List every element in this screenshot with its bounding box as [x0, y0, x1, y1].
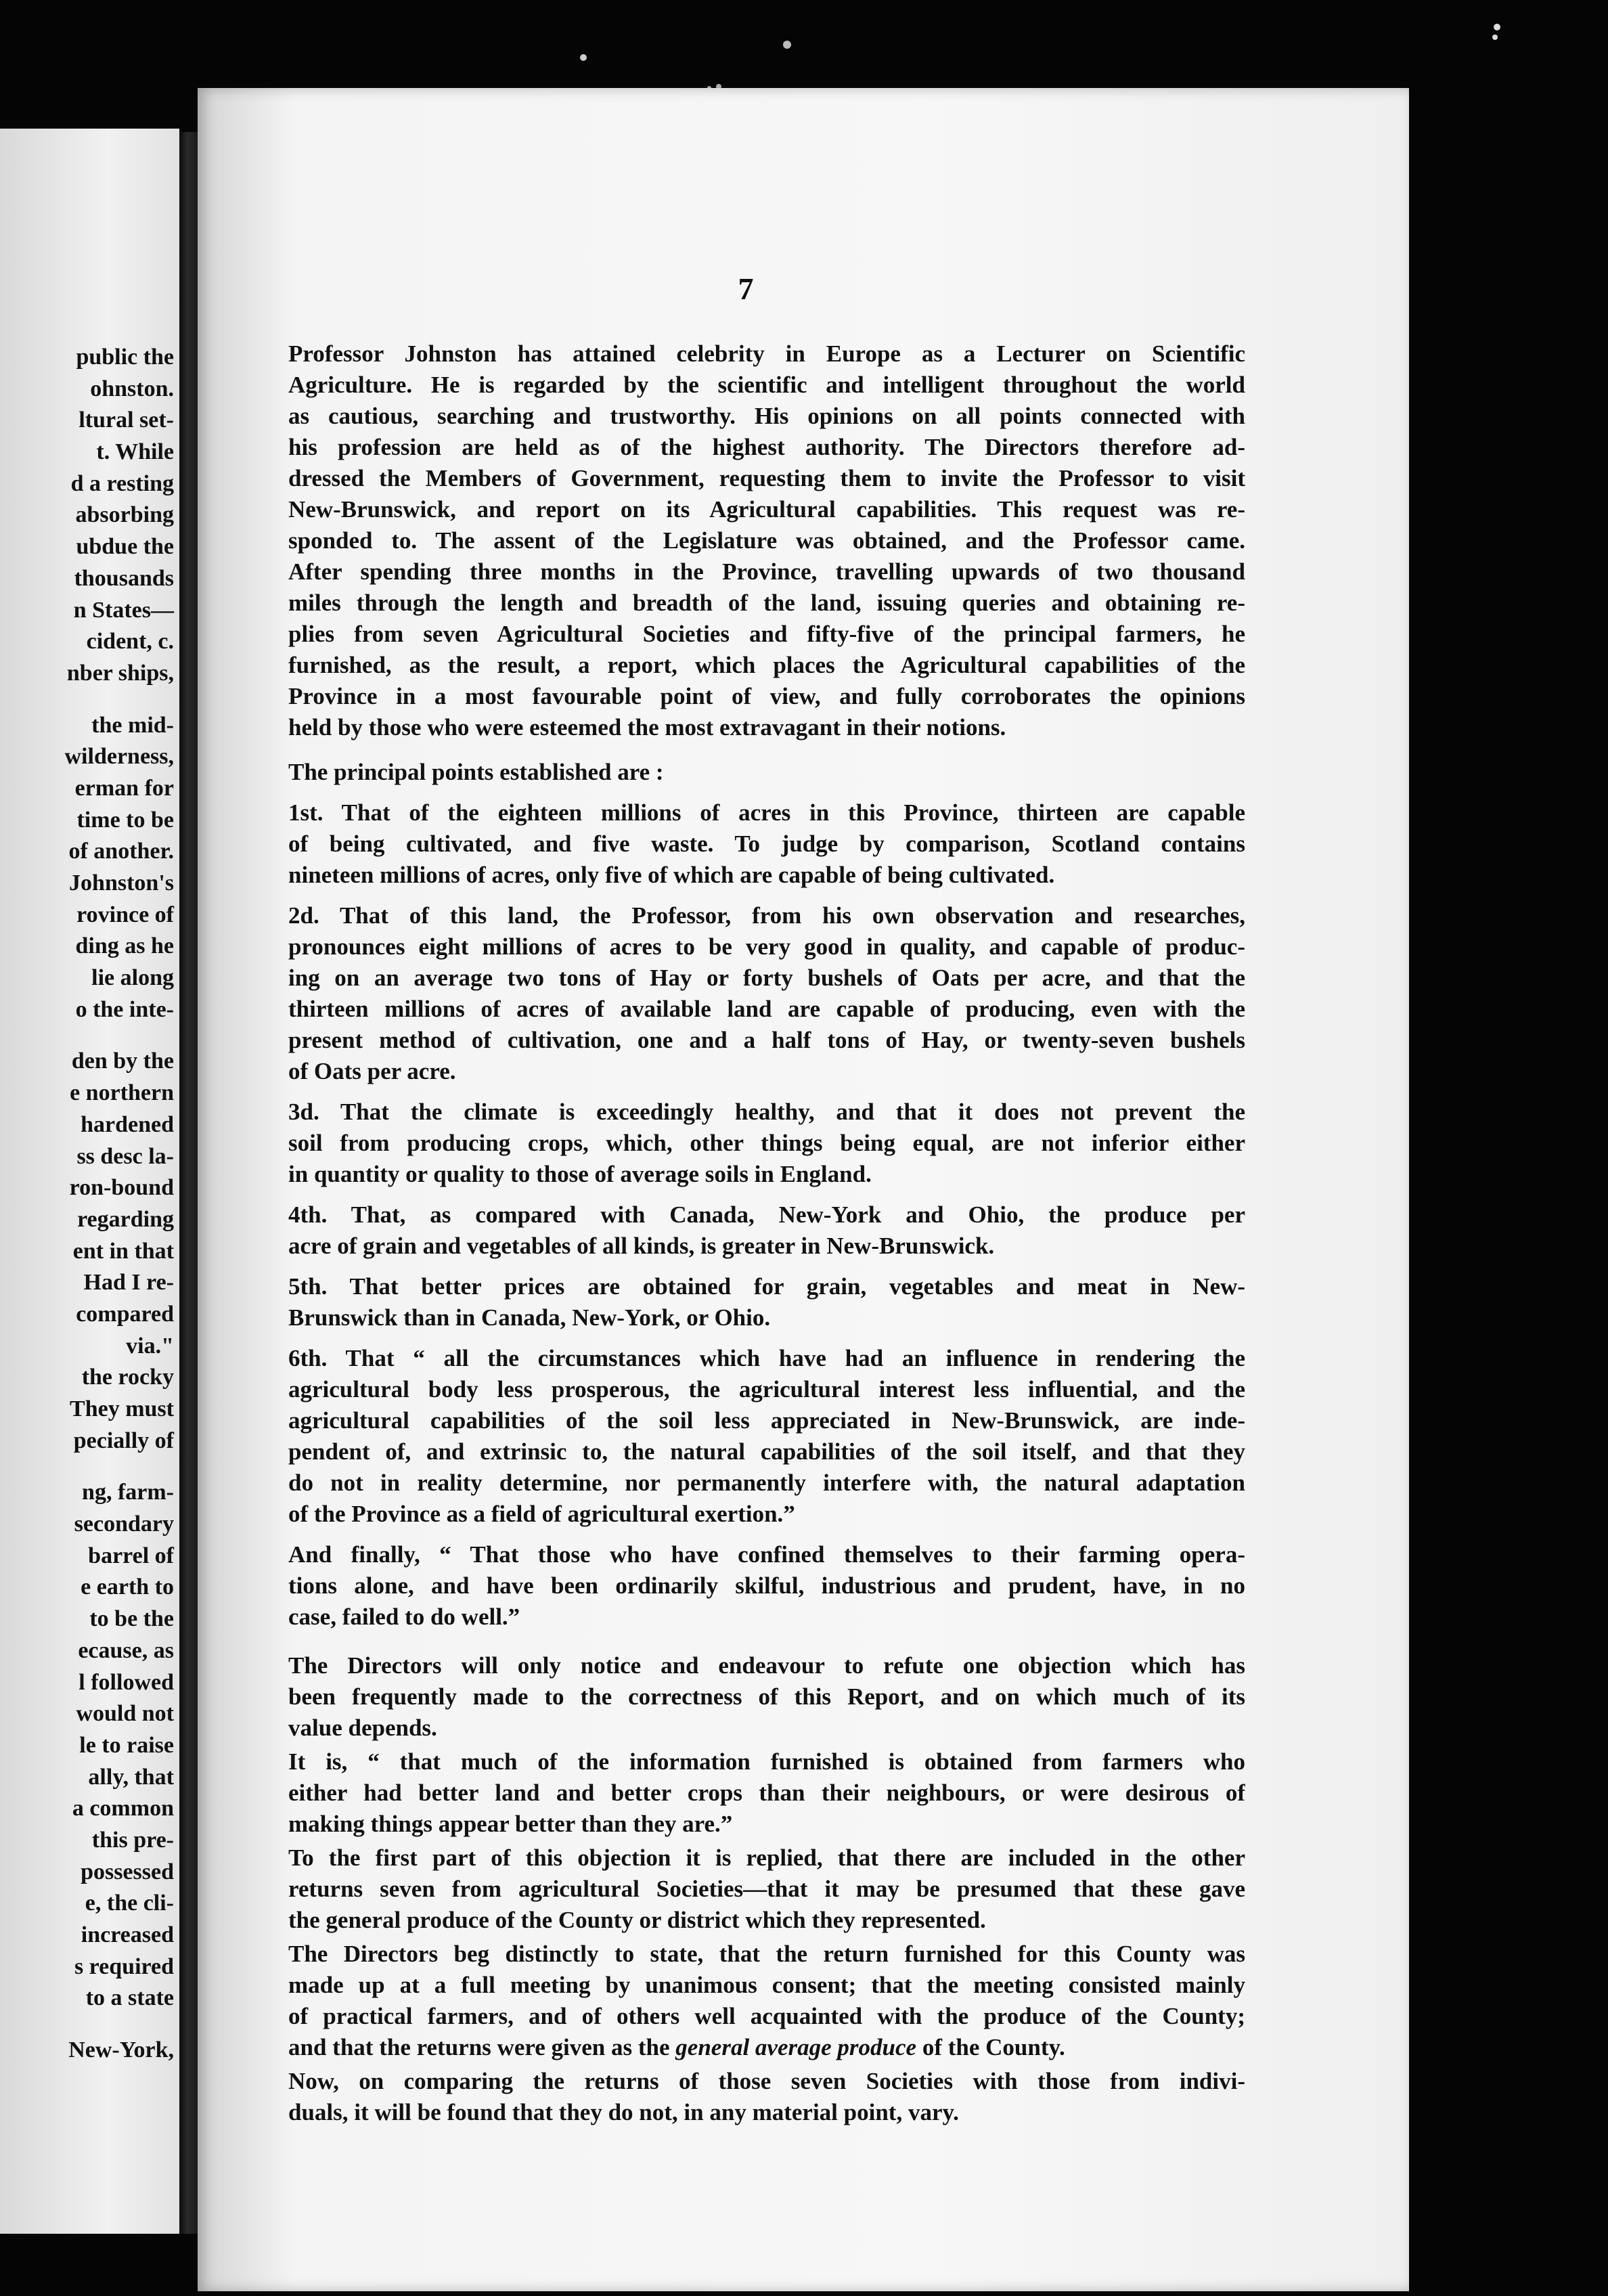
text-line: making things appear better than they are.”: [288, 1811, 733, 1837]
left-page-fragment: t. While: [96, 439, 174, 465]
text-line: It is, “ that much of the information furnished is obtained from farmers who: [288, 1748, 1245, 1775]
text-line: plies from seven Agricultural Societies and fifty-five of the principal farmers, he: [288, 621, 1245, 647]
left-page-fragment: den by the: [71, 1048, 174, 1074]
text-line: tions alone, and have been ordinarily skilful, industrious and prudent, have, in no: [288, 1572, 1245, 1599]
text-line: New-Brunswick, and report on its Agricultural capabilities. This request was re-: [288, 496, 1245, 523]
text-line: in quantity or quality to those of average soils in England.: [288, 1161, 872, 1187]
left-page-fragment: would not: [76, 1701, 174, 1727]
left-page-fragment: [0, 690, 174, 710]
text-line: The principal points established are :: [288, 759, 664, 785]
left-page-fragment: They must: [70, 1396, 174, 1421]
left-page-fragment: ltural set-: [79, 407, 174, 433]
left-page-fragment: ron-bound: [69, 1175, 174, 1201]
left-page-fragment: secondary: [74, 1511, 174, 1537]
text-line: duals, it will be found that they do not, in any material point, vary.: [288, 2099, 959, 2125]
left-page-fragment: regarding: [77, 1206, 174, 1232]
text-line: value depends.: [288, 1715, 437, 1741]
left-page-fragment: Johnston's: [69, 870, 174, 896]
paragraph-point-5: [264, 1271, 1245, 1333]
text-line: of practical farmers, and of others well acquainted with the produce of the County;: [288, 2003, 1245, 2029]
text-line: 5th. That better prices are obtained for grain, vegetables and meat in New-: [288, 1273, 1245, 1300]
text-line: Professor Johnston has attained celebrity in Europe as a Lecturer on Scientific: [288, 340, 1245, 367]
left-page-fragment: d a resting: [70, 470, 174, 496]
left-page-fragment: pecially of: [73, 1428, 174, 1453]
left-page-fragment: barrel of: [88, 1543, 174, 1568]
text-line: pendent of, and extrinsic to, the natural capabilities of the soil itself, and that they: [288, 1438, 1245, 1465]
left-page-fragment: ecause, as: [78, 1637, 174, 1663]
text-line: After spending three months in the Province, travelling upwards of two thousand: [288, 558, 1245, 585]
left-page-fragment: Had I re-: [83, 1270, 174, 1296]
text-line: of Oats per acre.: [288, 1058, 456, 1084]
paragraph-point-6: [264, 1343, 1245, 1530]
right-page: [198, 88, 1409, 2291]
text-line: the general produce of the County or district which they represented.: [288, 1907, 986, 1933]
paragraph-point-2: [264, 900, 1245, 1087]
left-page-fragment: n States—: [73, 597, 174, 623]
left-page-fragment: ohnston.: [90, 376, 174, 401]
left-page-fragment: a common: [72, 1796, 174, 1822]
left-page-fragment: rovince of: [76, 902, 174, 927]
text-line: returns seven from agricultural Societies—that it may be presumed that these gave: [288, 1876, 1245, 1902]
left-page-fragment: [0, 2014, 174, 2035]
text-line: The Directors beg distinctly to state, that the return furnished for this County was: [288, 1941, 1245, 1967]
left-page-fragment: absorbing: [75, 502, 174, 528]
text-line: 3d. That the climate is exceedingly healthy, and that it does not prevent the: [288, 1099, 1245, 1125]
left-page-fragment: New-York,: [68, 2037, 174, 2063]
text-line: as cautious, searching and trustworthy. His opinions on all points connected with: [288, 403, 1245, 429]
text-line: been frequently made to the correctness of this Report, and on which much of its: [288, 1683, 1245, 1710]
left-page-fragment: cident, c.: [86, 629, 174, 655]
paragraph-objection: [264, 1650, 1245, 1744]
text-line: agricultural body less prosperous, the agricultural interest less influential, and the: [288, 1376, 1245, 1403]
paragraph-intro: [264, 338, 1245, 743]
paragraph-directors-statement: [264, 1939, 1245, 2063]
paragraph-objection-quote: [264, 1746, 1245, 1840]
paragraph-point-4: [264, 1199, 1245, 1262]
left-page-fragment: thousands: [74, 565, 174, 591]
text-line: acre of grain and vegetables of all kinds, is greater in New-Brunswick.: [288, 1233, 995, 1259]
left-page-fragment: possessed: [81, 1859, 174, 1884]
text-line: of the Province as a field of agricultural exertion.”: [288, 1501, 795, 1527]
left-page-fragment: ding as he: [75, 933, 174, 959]
left-page-fragment: the rocky: [81, 1365, 174, 1390]
left-page-fragment: ng, farm-: [82, 1480, 174, 1505]
text-line: of being cultivated, and five waste. To judge by comparison, Scotland contains: [288, 831, 1245, 857]
left-page-fragment: o the inte-: [75, 996, 174, 1022]
left-page-fragment: erman for: [74, 775, 174, 801]
paragraph-reply: [264, 1842, 1245, 1936]
left-page-fragment: of another.: [68, 839, 174, 864]
general-average-produce-emphasis: general average produce: [675, 2034, 917, 2060]
left-facing-page: [0, 129, 179, 2234]
last-line-after: of the County.: [916, 2034, 1065, 2060]
left-page-fragment: increased: [81, 1922, 174, 1947]
paragraph-point-3: [264, 1097, 1245, 1190]
left-page-fragment: public the: [76, 345, 174, 370]
text-line: 2d. That of this land, the Professor, from his own observation and researches,: [288, 902, 1245, 929]
left-page-text-fragments: [0, 342, 174, 2067]
left-page-fragment: le to raise: [79, 1732, 174, 1758]
directors-statement-last-line: [264, 2032, 1245, 2063]
text-line: 1st. That of the eighteen millions of acres in this Province, thirteen are capable: [288, 799, 1245, 826]
paragraph-point-1: [264, 797, 1245, 891]
left-page-fragment: wilderness,: [64, 744, 174, 770]
text-line: miles through the length and breadth of the land, issuing queries and obtaining re-: [288, 590, 1245, 616]
page-body: [264, 338, 1245, 2128]
text-line: Now, on comparing the returns of those seven Societies with those from indivi-: [288, 2068, 1245, 2094]
text-line: 6th. That “ all the circumstances which have had an influence in rendering the: [288, 1345, 1245, 1371]
left-page-fragment: to a state: [85, 1985, 174, 2011]
text-line: Brunswick than in Canada, New-York, or Ohio.: [288, 1304, 771, 1331]
left-page-fragment: e, the cli-: [85, 1891, 174, 1916]
left-page-fragment: time to be: [76, 807, 174, 833]
paragraph-finally: [264, 1539, 1245, 1633]
text-line: his profession are held as of the highest authority. The Directors therefore ad-: [288, 434, 1245, 460]
left-page-fragment: [0, 1457, 174, 1477]
text-line: sponded to. The assent of the Legislature was obtained, and the Professor came.: [288, 527, 1245, 554]
text-line: Province in a most favourable point of view, and fully corroborates the opinions: [288, 683, 1245, 709]
text-line: made up at a full meeting by unanimous consent; that the meeting consisted mainly: [288, 1972, 1245, 1998]
left-page-fragment: [0, 1025, 174, 1046]
text-line: agricultural capabilities of the soil less appreciated in New-Brunswick, are inde-: [288, 1407, 1245, 1434]
left-page-fragment: ally, that: [88, 1764, 174, 1790]
left-page-fragment: ent in that: [72, 1238, 174, 1264]
left-page-fragment: hardened: [81, 1111, 174, 1137]
last-line-before: and that the returns were given as the: [288, 2034, 676, 2060]
page-number: 7: [738, 271, 754, 306]
text-line: ing on an average two tons of Hay or forty bushels of Oats per acre, and that the: [288, 965, 1245, 991]
text-line: soil from producing crops, which, other things being equal, are not inferior either: [288, 1130, 1245, 1156]
paragraph-principal-points: [264, 757, 1245, 788]
text-line: To the first part of this objection it is replied, that there are included in the other: [288, 1845, 1245, 1871]
text-line: The Directors will only notice and endeavour to refute one objection which has: [288, 1652, 1245, 1679]
text-line: present method of cultivation, one and a half tons of Hay, or twenty-seven bushels: [288, 1027, 1245, 1053]
text-line: thirteen millions of acres of available land are capable of producing, even with the: [288, 996, 1245, 1022]
left-page-fragment: compared: [76, 1301, 174, 1327]
text-line: held by those who were esteemed the most extravagant in their notions.: [288, 714, 1006, 741]
left-page-fragment: ubdue the: [76, 534, 174, 560]
left-page-fragment: e earth to: [81, 1574, 174, 1600]
book-binding-gutter: [179, 132, 200, 2234]
left-page-fragment: lie along: [91, 965, 174, 991]
text-line: nineteen millions of acres, only five of which are capable of being cultivated.: [288, 862, 1055, 888]
text-line: case, failed to do well.”: [288, 1604, 520, 1630]
text-line: And finally, “ That those who have confined themselves to their farming opera-: [288, 1541, 1245, 1568]
left-page-fragment: s required: [74, 1953, 174, 1979]
paragraph-comparison: [264, 2066, 1245, 2128]
left-page-fragment: to be the: [89, 1606, 174, 1632]
text-line: furnished, as the result, a report, which places the Agricultural capabilities of the: [288, 652, 1245, 678]
text-line: 4th. That, as compared with Canada, New-York and Ohio, the produce per: [288, 1201, 1245, 1228]
text-line: do not in reality determine, nor permanently interfere with, the natural adaptation: [288, 1470, 1245, 1496]
left-page-fragment: l followed: [79, 1669, 174, 1695]
left-page-fragment: nber ships,: [66, 660, 174, 686]
text-line: Agriculture. He is regarded by the scientific and intelligent throughout the world: [288, 372, 1245, 398]
directors-statement-lines: [264, 1939, 1245, 2032]
text-line: either had better land and better crops than their neighbours, or were desirous of: [288, 1780, 1245, 1806]
left-page-fragment: via.": [126, 1333, 174, 1359]
left-page-fragment: ss desc la-: [76, 1143, 174, 1169]
text-line: pronounces eight millions of acres to be very good in quality, and capable of produc-: [288, 933, 1245, 960]
left-page-fragment: e northern: [70, 1080, 174, 1106]
left-page-fragment: this pre-: [91, 1827, 174, 1853]
left-page-fragment: the mid-: [91, 712, 174, 738]
text-line: dressed the Members of Government, requesting them to invite the Professor to visit: [288, 465, 1245, 491]
